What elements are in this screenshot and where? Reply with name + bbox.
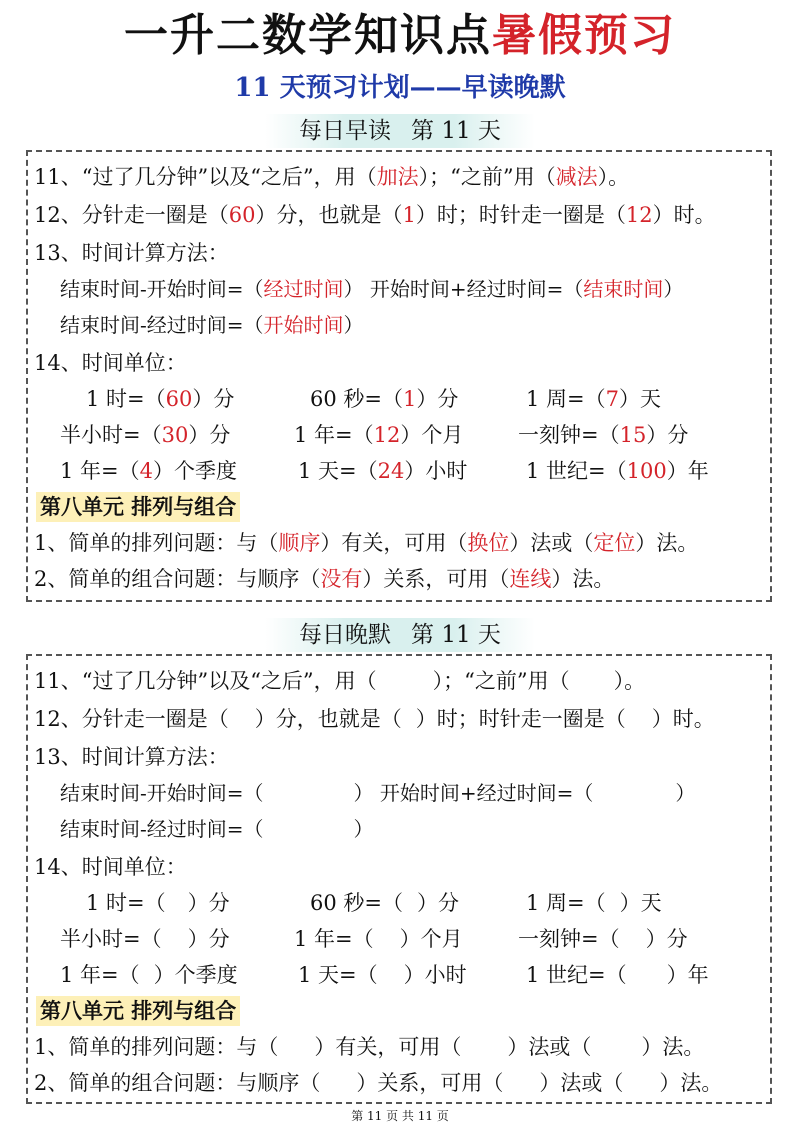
p2-line: 2、简单的组合问题：与顺序（ ）关系，可用（ ）法或（ ）法。	[34, 1071, 723, 1095]
unit-item: 半小时=（ ）分	[60, 927, 230, 951]
unit-item: 1 时=（ ）分	[86, 891, 230, 915]
q11-line: 11、“过了几分钟”以及“之后”，用（ ）；“之前”用（ ）。	[34, 669, 646, 693]
unit-item: 一刻钟=（15）分	[518, 423, 689, 447]
evening-section-title: 每日晚默 第 11 天	[265, 618, 535, 652]
p1-line: 1、简单的排列问题：与（顺序）有关，可用（换位）法或（定位）法。	[34, 531, 699, 555]
morning-section-title: 每日早读 第 11 天	[265, 114, 535, 148]
unit-item: 60 秒=（ ）分	[310, 891, 459, 915]
unit8-heading: 第八单元 排列与组合	[36, 996, 240, 1026]
page-subtitle: 11 天预习计划——早读晚默	[234, 73, 566, 103]
q13-line2: 结束时间-经过时间=（开始时间）	[60, 313, 364, 337]
q13-heading: 13、时间计算方法：	[34, 745, 229, 769]
q13-line2: 结束时间-经过时间=（ ）	[60, 817, 374, 841]
unit-item: 一刻钟=（ ）分	[518, 927, 688, 951]
unit8-heading: 第八单元 排列与组合	[36, 492, 240, 522]
q13-line1: 结束时间-开始时间=（经过时间） 开始时间+经过时间=（结束时间）	[60, 277, 684, 301]
unit-item: 1 年=（12）个月	[294, 423, 464, 447]
unit-item: 1 周=（7）天	[526, 387, 662, 411]
unit-item: 半小时=（30）分	[60, 423, 231, 447]
unit-item: 1 天=（24）小时	[298, 459, 468, 483]
evening-dictation-box	[26, 654, 772, 1104]
q11-line: 11、“过了几分钟”以及“之后”，用（加法）；“之前”用（减法）。	[34, 165, 630, 189]
unit-item: 1 世纪=（100）年	[526, 459, 709, 483]
unit-item: 1 年=（4）个季度	[60, 459, 238, 483]
unit-item: 1 周=（ ）天	[526, 891, 662, 915]
morning-reading-box	[26, 150, 772, 602]
unit-item: 1 年=（ ）个季度	[60, 963, 238, 987]
p1-line: 1、简单的排列问题：与（ ）有关，可用（ ）法或（ ）法。	[34, 1035, 705, 1059]
q13-line1: 结束时间-开始时间=（ ） 开始时间+经过时间=（ ）	[60, 781, 696, 805]
q14-heading: 14、时间单位：	[34, 351, 187, 375]
unit-item: 1 世纪=（ ）年	[526, 963, 709, 987]
page-footer: 第 11 页 共 11 页	[351, 1109, 449, 1123]
unit-item: 1 年=（ ）个月	[294, 927, 463, 951]
unit-item: 1 天=（ ）小时	[298, 963, 467, 987]
page-title: 一升二数学知识点暑假预习	[124, 10, 676, 61]
q13-heading: 13、时间计算方法：	[34, 241, 229, 265]
p2-line: 2、简单的组合问题：与顺序（没有）关系，可用（连线）法。	[34, 567, 615, 591]
unit-item: 60 秒=（1）分	[310, 387, 459, 411]
title-highlight: 暑假预习	[492, 10, 676, 61]
q12-line: 12、分针走一圈是（60）分，也就是（1）时；时针走一圈是（12）时。	[34, 203, 716, 227]
q12-line: 12、分针走一圈是（ ）分，也就是（ ）时；时针走一圈是（ ）时。	[34, 707, 715, 731]
unit-item: 1 时=（60）分	[86, 387, 235, 411]
q14-heading: 14、时间单位：	[34, 855, 187, 879]
